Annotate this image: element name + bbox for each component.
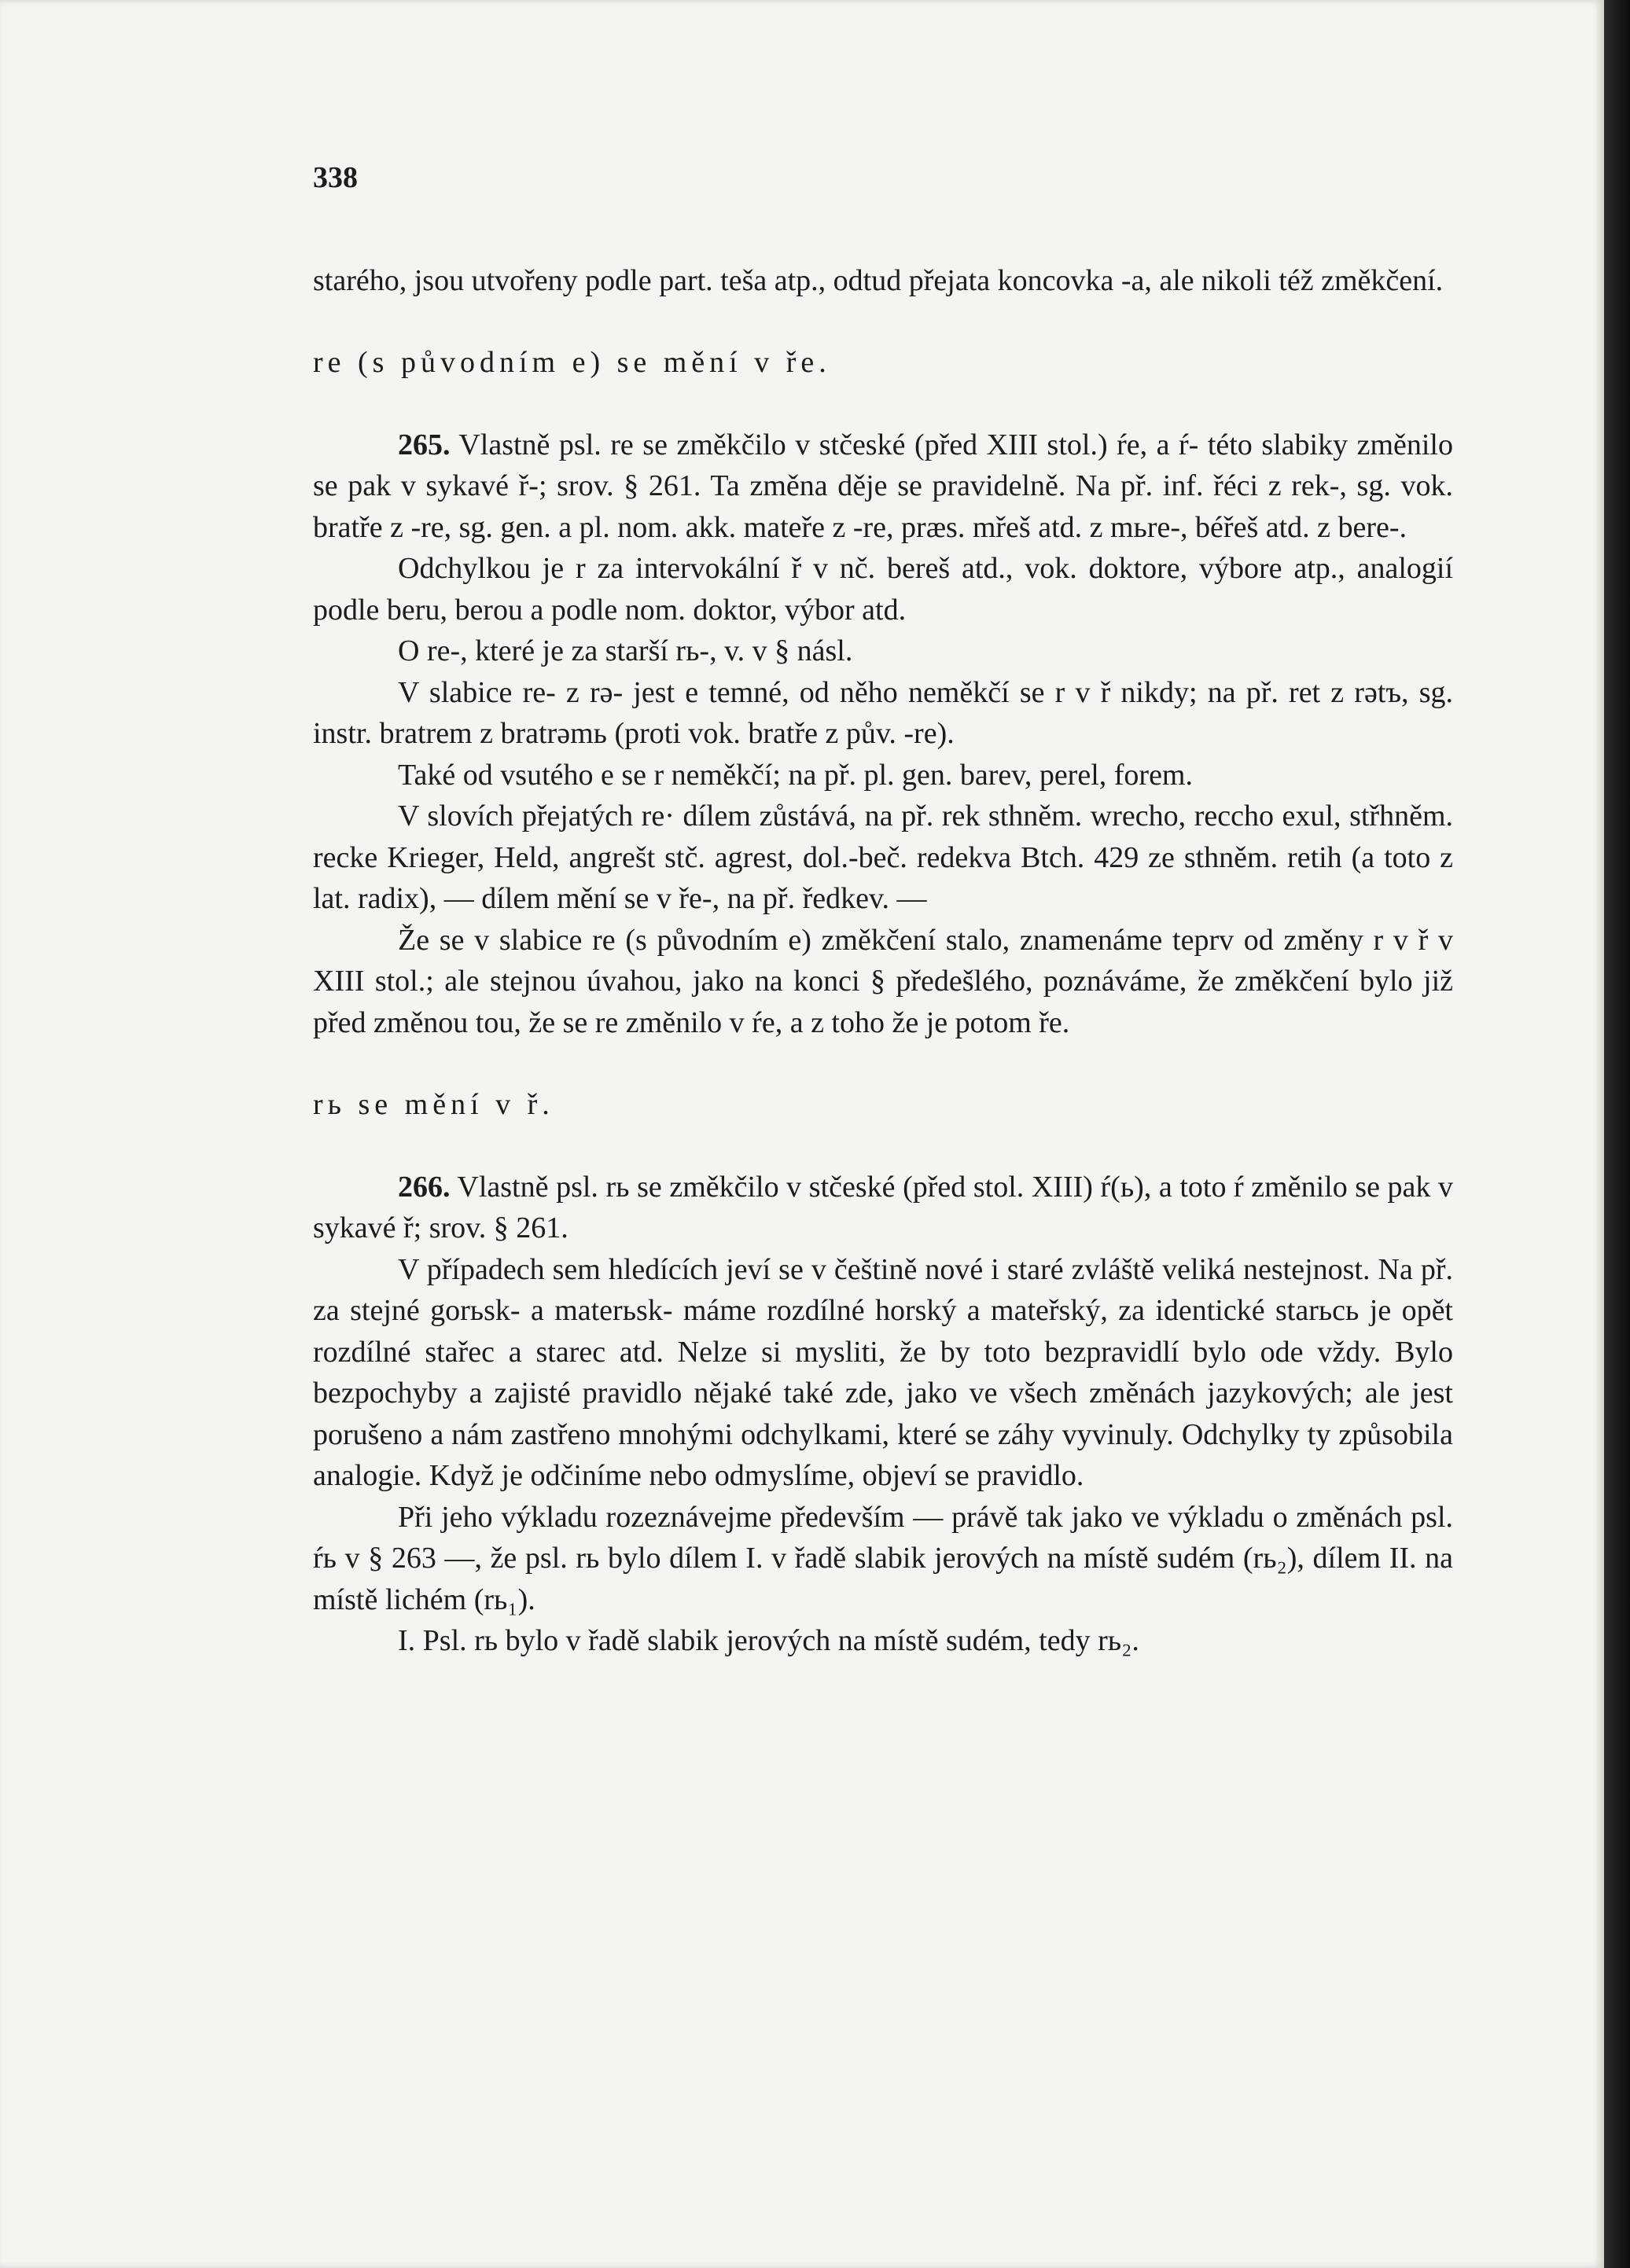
- intro-paragraph: starého, jsou utvořeny podle part. teša atp., odtud přejata koncovka -a, ale nikoli též změkčení.: [313, 263, 1444, 297]
- paragraph-265-7: Že se v slabice re (s původním e) změkčení stalo, znamenáme teprv od změny r v ř v XIII stol.; ale stejnou úvahou, jako na konci § předešlého, poznáváme, že změkčení bylo již před změnou tou, že se re změnilo v ŕe, a z toho že je potom ře.: [313, 923, 1453, 1039]
- section-heading-re: re (s původním e) se mění v ře.: [313, 346, 831, 379]
- paragraph-266-4: I. Psl. rь bylo v řadě slabik jerových na místě sudém, tedy rь₂.: [398, 1624, 1139, 1657]
- paragraph-265-5: Také od vsutého e se r neměkčí; na př. pl. gen. barev, perel, forem.: [398, 758, 1193, 792]
- paragraph-266-2: V případech sem hledících jeví se v češtině nové i staré zvláště veliká nestejnost. Na př. za stejné gorьsk- a materьsk- máme rozdílné horský a mateřský, za identické starьсь je opět rozdílné stařec a starec atd. Nelze si mysliti, že by toto bezpravidlí bylo ode vždy. Bylo bezpochyby a zajisté pravidlo nějaké také zde, jako ve všech změnách jazykových; ale jest porušeno a nám zastřeno mnohými odchylkami, které se záhy vyvinuly. Odchylky ty způsobila analogie. Když je odčiníme nebo odmyslíme, objeví se pravidlo.: [313, 1252, 1453, 1492]
- page-text-block: [313, 157, 1453, 1662]
- paragraph-265-2: Odchylkou je r za intervokální ř v nč. bereš atd., vok. doktore, výbore atp., analogií podle beru, berou a podle nom. doktor, výbor atd.: [313, 552, 1453, 627]
- paragraph-265-4: V slabice re- z rə- jest e temné, od něho neměkčí se r v ř nikdy; na př. ret z rətъ, sg. instr. bratrem z bratrəmь (proti vok. bratře z pův. -re).: [313, 675, 1453, 750]
- paragraph-266-1: [313, 1167, 1453, 1249]
- paragraph-265-1: [313, 425, 1453, 549]
- paragraph-265-3: O re-, které je za starší rь-, v. v § násl.: [398, 634, 853, 667]
- section-heading-rь: rь se mění v ř.: [313, 1088, 554, 1121]
- page-number: 338: [313, 161, 358, 194]
- scan-border: [1604, 0, 1630, 2268]
- paragraph-number-266: 266.: [398, 1170, 451, 1204]
- paragraph-266-3: Při jeho výkladu rozeznávejme především — právě tak jako ve výkladu o změnách psl. ŕь v § 263 —, že psl. rь bylo dílem I. v řadě slabik jerových na místě sudém (rь₂), dílem II. na místě lichém (rь₁).: [313, 1500, 1453, 1616]
- paragraph-266-text: Vlastně psl. rь se změkčilo v stčeské (před stol. XIII) ŕ(ь), a toto ŕ změnilo se pak v sykavé ř; srov. § 261.: [313, 1170, 1453, 1244]
- paragraph-265-text: Vlastně psl. re se změkčilo v stčeské (před XIII stol.) ŕe, a ŕ- této slabiky změnilo se pak v sykavé ř-; srov. § 261. Ta změna děje se pravidelně. Na př. inf. řéci z rek-, sg. vok. bratře z -re, sg. gen. a pl. nom. akk. mateře z -re, præs. mřeš atd. z mьre-, béřeš atd. z bere-.: [313, 428, 1453, 544]
- paragraph-number-265: 265.: [398, 428, 451, 461]
- paragraph-265-6: V slovích přejatých re· dílem zůstává, na př. rek sthněm. wrecho, reccho exul, střhněm. recke Krieger, Held, angrešt stč. agrest, dol.-beč. redekva Btch. 429 ze sthněm. retih (a toto z lat. radix), — dílem mění se v ře-, na př. ředkev. —: [313, 799, 1453, 915]
